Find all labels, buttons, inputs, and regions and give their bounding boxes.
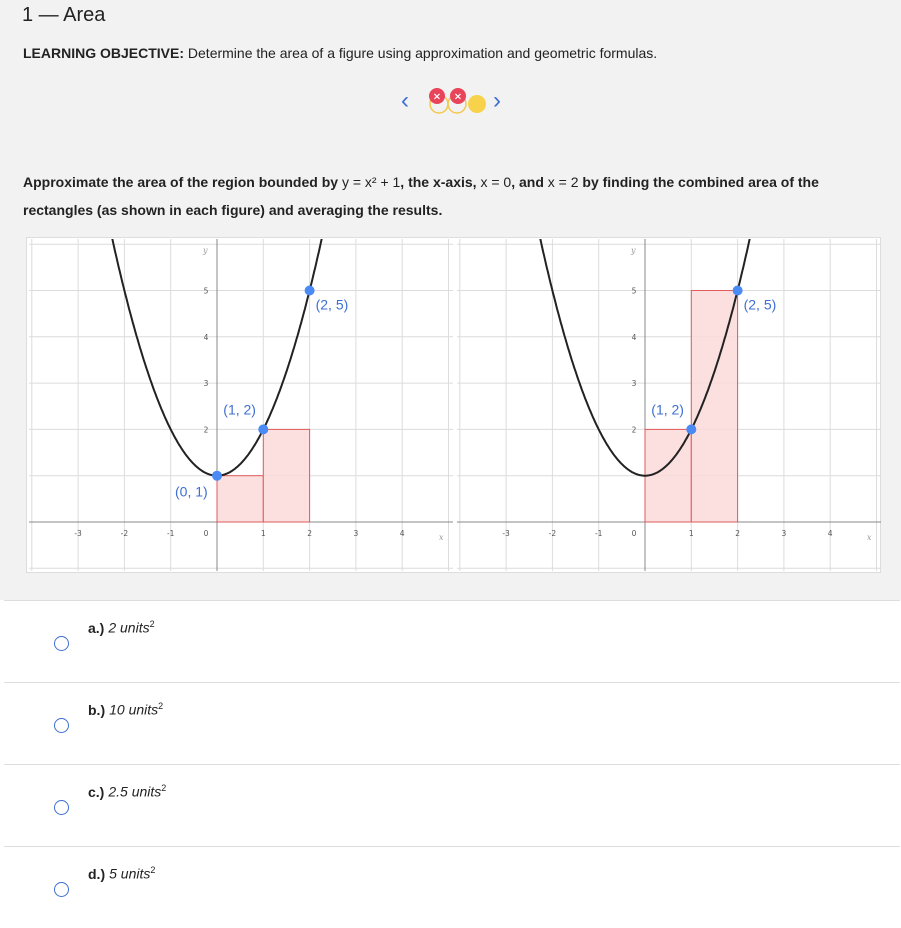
point-label: (0, 1) <box>175 483 208 500</box>
x-tick-label: -2 <box>120 529 129 538</box>
point-label: (1, 2) <box>651 401 684 418</box>
answer-label <box>88 701 163 718</box>
x-tick-label: 0 <box>203 529 209 538</box>
answer-value: 5 units <box>109 865 151 882</box>
graphs-container <box>26 237 881 573</box>
x-tick-label: 0 <box>631 529 637 538</box>
question-part: , and <box>511 174 548 190</box>
question-part: , the x-axis, <box>400 174 481 190</box>
y-tick-label: 5 <box>203 286 209 296</box>
y-axis-label: y <box>631 246 636 255</box>
function-point <box>733 286 743 296</box>
answer-letter: c.) <box>88 783 105 800</box>
y-tick-label: 2 <box>203 425 209 435</box>
equation: x = 0 <box>480 174 512 190</box>
chevron-left-icon[interactable]: ‹ <box>401 87 409 114</box>
answer-label <box>88 619 155 636</box>
approximation-rectangle <box>691 291 737 523</box>
x-tick-label: 4 <box>827 529 833 538</box>
question-part: by finding the combined area of the rectangles (as shown in each figure) and averaging the results. <box>23 174 819 218</box>
answer-exponent: 2 <box>149 619 155 629</box>
x-tick-label: 1 <box>260 529 266 538</box>
point-label: (2, 5) <box>743 296 777 313</box>
right-endpoint-graph <box>457 239 881 571</box>
x-tick-label: 1 <box>688 529 694 538</box>
answer-choice[interactable] <box>4 764 900 846</box>
learning-objective <box>23 45 657 61</box>
x-tick-label: -2 <box>548 529 557 538</box>
left-endpoint-graph <box>29 239 453 571</box>
y-tick-label: 2 <box>631 425 637 435</box>
x-tick-label: -3 <box>502 529 510 538</box>
answer-value: 2.5 units <box>108 783 162 800</box>
radio-button[interactable] <box>54 636 69 651</box>
function-point <box>686 424 696 434</box>
x-tick-label: 2 <box>735 529 740 538</box>
radio-button[interactable] <box>54 718 69 733</box>
question-pager <box>401 87 511 115</box>
answer-value: 10 units <box>109 701 159 718</box>
progress-dots <box>421 87 493 115</box>
answer-choice[interactable] <box>4 600 900 682</box>
x-tick-label: 4 <box>399 529 405 538</box>
y-tick-label: 4 <box>203 332 209 342</box>
answer-choice[interactable] <box>4 846 900 928</box>
answer-exponent: 2 <box>158 701 164 711</box>
objective-text: Determine the area of a figure using approximation and geometric formulas. <box>187 45 658 61</box>
x-tick-label: -1 <box>594 529 603 538</box>
answer-letter: a.) <box>88 619 105 636</box>
x-tick-label: -1 <box>166 529 175 538</box>
equation: y = x² + 1 <box>341 174 401 190</box>
x-axis-label: x <box>867 533 872 542</box>
question-text <box>23 168 883 224</box>
answer-exponent: 2 <box>150 865 156 875</box>
approximation-rectangle <box>217 476 263 522</box>
function-point <box>258 424 268 434</box>
answer-exponent: 2 <box>161 783 167 793</box>
question-part: Approximate the area of the region bounded by <box>23 174 342 190</box>
close-icon: × <box>432 91 442 103</box>
answer-label <box>88 865 155 882</box>
objective-label: LEARNING OBJECTIVE: <box>23 45 185 61</box>
function-point <box>305 286 315 296</box>
y-tick-label: 3 <box>203 379 209 389</box>
radio-button[interactable] <box>54 800 69 815</box>
point-label: (2, 5) <box>315 296 349 313</box>
approximation-rectangle <box>263 429 309 522</box>
y-tick-label: 3 <box>631 379 637 389</box>
page-title: 1 — Area <box>22 4 106 26</box>
radio-button[interactable] <box>54 882 69 897</box>
answer-choice[interactable] <box>4 682 900 764</box>
x-tick-label: -3 <box>74 529 82 538</box>
x-tick-label: 3 <box>353 529 359 538</box>
answer-letter: b.) <box>88 701 106 718</box>
close-icon: × <box>453 91 463 103</box>
chevron-right-icon[interactable]: › <box>493 87 501 114</box>
y-tick-label: 5 <box>631 286 637 296</box>
equation: x = 2 <box>547 174 579 190</box>
y-axis-label: y <box>203 246 208 255</box>
x-axis-label: x <box>439 533 444 542</box>
x-tick-label: 3 <box>781 529 787 538</box>
answer-letter: d.) <box>88 865 106 882</box>
answer-label <box>88 783 166 800</box>
answer-value: 2 units <box>108 619 150 636</box>
function-point <box>212 471 222 481</box>
point-label: (1, 2) <box>223 401 256 418</box>
current-dot[interactable] <box>468 95 486 113</box>
y-tick-label: 4 <box>631 332 637 342</box>
x-tick-label: 2 <box>307 529 312 538</box>
